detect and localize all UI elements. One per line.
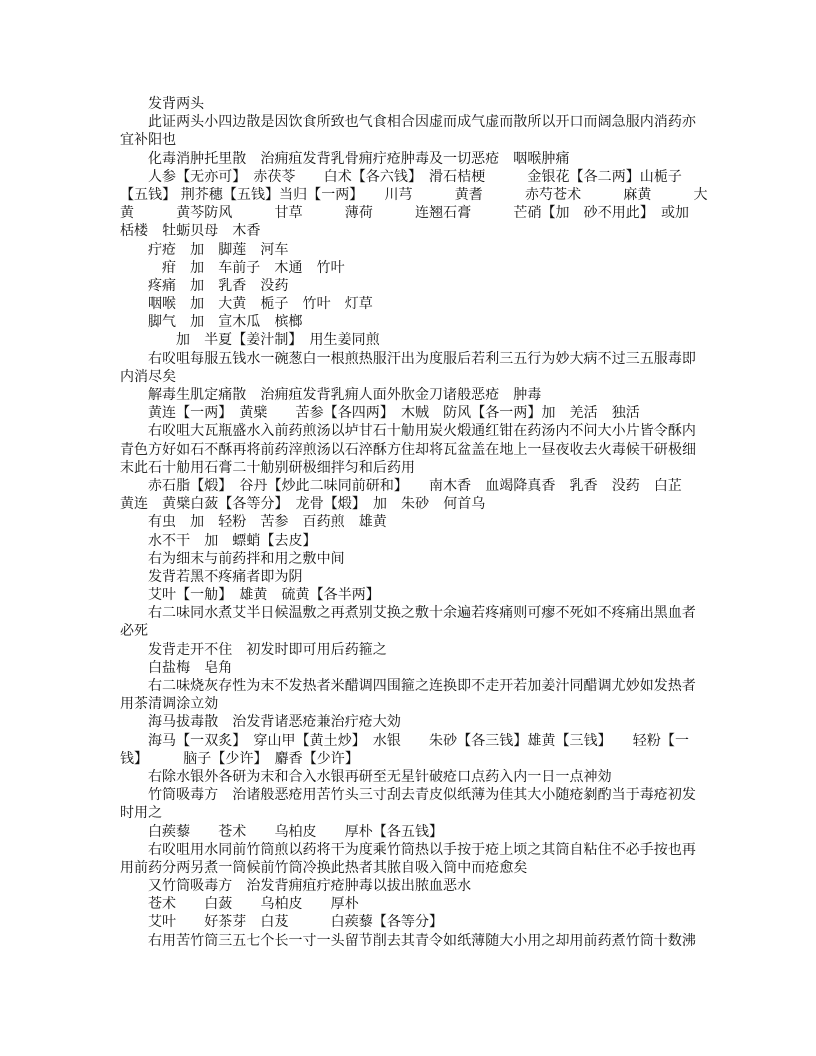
ingredient-line: 栝楼 牡蛎贝母 木香 <box>120 223 261 240</box>
ingredient-line: 赤石脂【煅】 谷丹【炒此二味同前研和】 南木香 血竭降真香 乳香 没药 白芷 <box>148 477 682 494</box>
ingredient-line: 黄 黄芩防风 甘草 薄荷 连翘石膏 芒硝【加 砂不用此】 或加 <box>120 205 690 222</box>
modification-line: 疔疮 加 脚莲 河车 <box>148 241 289 258</box>
modification-line: 疼痛 加 乳香 没药 <box>148 277 289 294</box>
formula-title: 竹筒吸毒方 治诸般恶疮用苦竹头三寸刮去青皮似纸薄为佳其大小随疮剶酌当于毒疮初发 <box>148 787 696 804</box>
ingredient-line: 【五钱】 荆芥穗【五钱】当归【一两】 川芎 黄耆 赤芍苍术 麻黄 大 <box>120 186 708 203</box>
paragraph-line: 右㕮咀每服五钱水一碗葱白一根煎热服汗出为度服后若利三五行为妙大病不过三五服毒即 <box>148 350 696 367</box>
paragraph-line: 用茶清调涂立効 <box>120 696 219 713</box>
ingredient-line: 艾叶 好茶芽 白芨 白蒺藜【各等分】 <box>148 914 444 931</box>
modification-line: 有虫 加 轻粉 苦参 百药煎 雄黄 <box>148 514 387 531</box>
ingredient-line: 白蒺藜 苍术 乌柏皮 厚朴【各五钱】 <box>148 823 444 840</box>
section-heading: 发背若黑不疼痛者即为阴 <box>148 568 303 585</box>
paragraph-line: 宜补阳也 <box>120 132 177 149</box>
paragraph-line: 右二味烧灰存性为末不发热者米醋调四围箍之连换即不走开若加姜汁同醋调尤妙如发热者 <box>148 678 696 694</box>
modification-line: 咽喉 加 大黄 栀子 竹叶 灯草 <box>148 296 373 313</box>
paragraph-line: 右二味同水煮艾半日候温敷之再煮别艾换之敷十余遍若疼痛则可瘳不死如不疼痛出黑血者 <box>148 605 696 622</box>
modification-line: 加 半夏【姜汁制】 用生姜同煎 <box>176 332 380 349</box>
formula-title: 又竹筒吸毒方 治发背痈疽疔疮肿毒以拔出脓血恶水 <box>148 878 472 895</box>
paragraph-line: 右除水银外各研为末和合入水银再研至无星针破疮口点药入内一日一点神効 <box>148 768 612 785</box>
formula-title: 解毒生肌定痛散 治痈疽发背乳痈人面外肷金刀诸般恶疮 肿毒 <box>148 387 542 403</box>
modification-line: 水不干 加 螵蛸【去皮】 <box>148 532 317 549</box>
paragraph-line: 青色方好如石不酥再将前药滓煎汤以石淬酥方住却将瓦盆盖在地上一昼夜收去火毒候干研极细 <box>120 441 697 458</box>
paragraph-line: 右㕮咀用水同前竹筒煎以药将干为度乘竹筒热以手按于疮上顷之其筒自粘住不必手按也再 <box>148 841 696 858</box>
paragraph-line: 必死 <box>120 623 149 640</box>
section-heading: 发背两头 <box>148 96 205 112</box>
ingredient-line: 苍术 白蔹 乌柏皮 厚朴 <box>148 896 359 913</box>
section-heading: 发背走开不住 初发时即可用后药箍之 <box>148 641 387 658</box>
ingredient-line: 钱】 脑子【少许】 麝香【少许】 <box>120 750 359 767</box>
ingredient-line: 人参【无亦可】 赤茯苓 白术【各六钱】 滑石桔梗 金银花【各二两】山栀子 <box>148 168 682 185</box>
paragraph-line: 右为细末与前药拌和用之敷中间 <box>148 550 345 567</box>
paragraph-line: 用前药分两另煮一筒候前竹筒冷换此热者其脓自吸入筒中而疮愈矣 <box>120 859 528 876</box>
ingredient-line: 黄连 黄檗白蔹【各等分】 龙骨【煅】 加 朱砂 何首乌 <box>120 496 486 513</box>
ingredient-line: 艾叶【一觔】 雄黄 硫黄【各半两】 <box>148 587 380 604</box>
ingredient-line: 海马【一双炙】 穿山甲【黄土炒】 水银 朱砂【各三钱】雄黄【三钱】 轻粉【一 <box>148 732 689 749</box>
ingredient-line: 白盐梅 皂角 <box>148 659 233 676</box>
document-page <box>120 95 708 950</box>
ingredient-line: 黄连【一两】 黄檗 苦参【各四两】 木贼 防风【各一两】加 羌活 独活 <box>148 405 640 422</box>
paragraph-line: 此证两头小四边散是因饮食所致也气食相合因虚而成气虚而散所以开口而阔急服内消药亦 <box>148 114 696 131</box>
paragraph-line: 右用苦竹筒三五七个长一寸一头留节削去其青令如纸薄随大小用之却用前药煮竹筒十数沸 <box>148 932 696 949</box>
formula-title: 海马拔毒散 治发背诸恶疮兼治疔疮大効 <box>148 714 401 731</box>
paragraph-line: 内消尽矣 <box>120 368 177 385</box>
modification-line: 脚气 加 宣木瓜 槟榔 <box>148 314 303 331</box>
paragraph-line: 末此石十觔用石膏二十觔别研极细拌匀和后药用 <box>120 459 416 476</box>
formula-title: 化毒消肿托里散 治痈疽发背乳骨痈疔疮肿毒及一切恶疮 咽喉肿痛 <box>148 150 570 167</box>
paragraph-line: 右㕮咀大瓦瓶盛水入前药煎汤以垆甘石十觔用炭火煅通红钳在药汤内不问大小片皆令酥内 <box>148 423 696 440</box>
paragraph-line: 时用之 <box>120 805 163 822</box>
modification-line: 疳 加 车前子 木通 竹叶 <box>162 259 345 276</box>
